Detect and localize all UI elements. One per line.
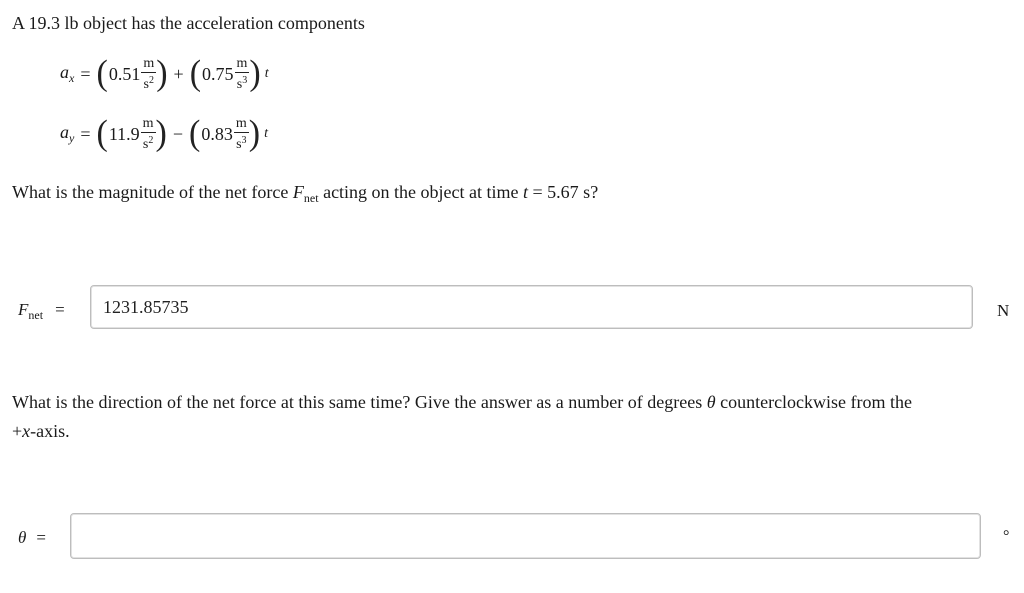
ay-operator: −: [172, 123, 184, 144]
theta-answer-input[interactable]: [70, 513, 981, 559]
ax-equals: =: [80, 63, 91, 84]
equation-ay: [60, 112, 268, 156]
ax-coef1: 0.51: [108, 63, 141, 84]
theta-label: θ =: [18, 528, 46, 547]
fnet-unit: N: [997, 301, 1010, 320]
question-direction-line1: What is the direction of the net force at this same time? Give the answer as a number of degrees θ counterclockwise from the: [12, 392, 913, 412]
fnet-answer-input[interactable]: [90, 285, 973, 329]
ay-time-var: t: [264, 126, 268, 141]
right-paren: ): [156, 54, 168, 93]
degree-unit: °: [1003, 528, 1010, 545]
fnet-label: $F_{net}$ =: [18, 300, 65, 322]
right-paren: ): [248, 114, 261, 153]
ax-coef2: 0.75: [202, 63, 234, 84]
question-direction-line2: +x-axis.: [12, 421, 70, 441]
fnet-answer-value: 1231.85735: [103, 296, 189, 317]
ay-unit1: $\frac{m}{s^2}$: [142, 115, 154, 152]
ax-symbol: $a_x$: [60, 62, 75, 85]
right-paren: ): [155, 114, 167, 153]
right-paren: ): [249, 54, 261, 93]
left-paren: (: [189, 54, 202, 93]
left-paren: (: [189, 114, 201, 153]
ay-coef2: 0.83: [201, 123, 233, 144]
equation-ax: [60, 52, 269, 96]
ay-coef1: 11.9: [108, 123, 140, 144]
ax-unit2: $\frac{m}{s^3}$: [236, 55, 248, 92]
ax-unit1: $\frac{m}{s^2}$: [143, 55, 155, 92]
ax-time-var: t: [264, 66, 269, 81]
ay-symbol: $a_y$: [60, 122, 75, 145]
ay-equals: =: [80, 123, 91, 144]
problem-intro: A 19.3 lb object has the acceleration components: [12, 13, 365, 33]
left-paren: (: [96, 54, 108, 93]
question-magnitude: What is the magnitude of the net force $F_{net}$ acting on the object at time t = 5.67 s?: [12, 182, 599, 205]
ax-operator: +: [173, 63, 184, 84]
left-paren: (: [96, 114, 108, 153]
ay-unit2: $\frac{m}{s^3}$: [235, 115, 247, 152]
